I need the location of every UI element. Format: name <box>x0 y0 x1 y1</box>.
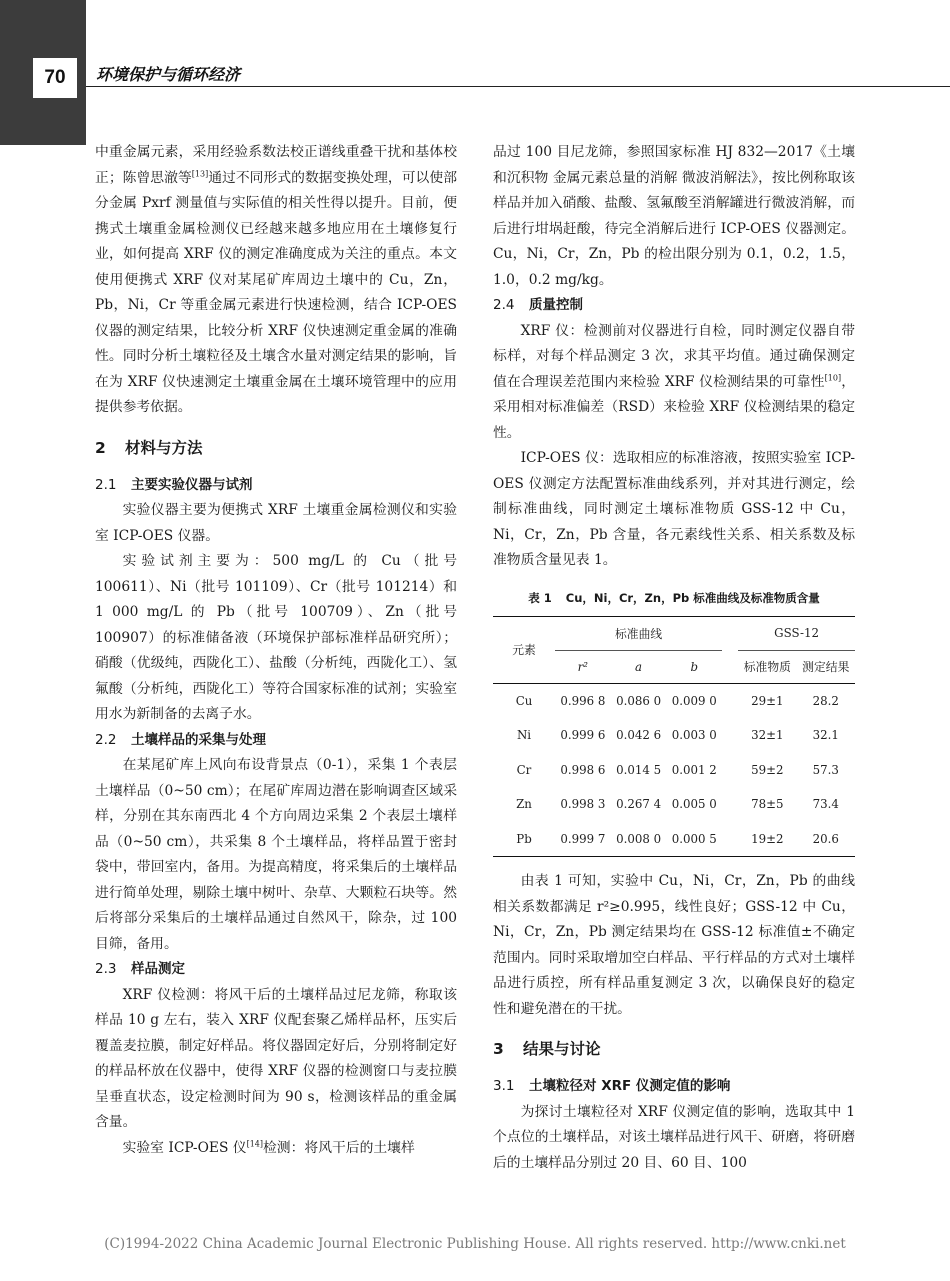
table-row: Pb 0.999 7 0.008 0 0.000 5 19±2 20.6 <box>493 822 855 857</box>
icp-qc-paragraph: ICP-OES 仪：选取相应的标准溶液，按照实验室 ICP-OES 仪测定方法配置标准曲线系列，并对其进行测定，绘制标准曲线，同时测定土壤标准物质 GSS-12 中 Cu，Ni，Cr，Zn，Pb 含量，各元素线性关系、相关系数及标准物质含量见表 1。 <box>493 450 855 568</box>
col-header-a: a <box>635 659 643 674</box>
subsection-2-3-heading: 2.3 样品测定 <box>95 961 185 977</box>
particle-size-paragraph: 为探讨土壤粒径对 XRF 仪测定值的影响，选取其中 1 个点位的土壤样品，对该土壤样品进行风干、研磨，将研磨后的土壤样品分别过 20 目、60 目、100 <box>493 1103 855 1171</box>
subsection-2-4-heading: 2.4 质量控制 <box>493 297 583 313</box>
col-header-b: b <box>690 659 699 674</box>
subsection-2-2-heading: 2.2 土壤样品的采集与处理 <box>95 731 266 748</box>
page-number: 70 <box>33 58 77 98</box>
right-column <box>493 140 855 1176</box>
table-row: Cr 0.998 6 0.014 5 0.001 2 59±2 57.3 <box>516 762 839 777</box>
col-header-element: 元素 <box>512 643 536 657</box>
sampling-paragraph: 在某尾矿库上风向布设背景点（0-1），采集 1 个表层土壤样品（0~50 cm）；在尾矿库周边潜在影响调查区域采样，分别在其东南西北 4 个方向周边采集 2 个表层土壤样品（0~50 cm），共采集 8 个土壤样品，将样品置于密封袋中，带回室内，备用。为提高精度，将采集后的土壤样品进行简单处理，剔除土壤中树叶、杂草、大颗粒石块等。然后将部分采集后的土壤样品通过自然风干，除杂，过 100 目筛，备用。 <box>95 757 457 952</box>
icp-measurement-paragraph: 实验室 ICP-OES 仪[14]检测：将风干后的土壤样 <box>122 1138 415 1156</box>
citation-14: [14] <box>246 1138 264 1148</box>
reagents-paragraph: 实验试剂主要为：500 mg/L 的 Cu（批号 100611）、Ni（批号 101109）、Cr（批号 101214）和 1 000 mg/L 的 Pb（批号 100709）、Zn（批号 100907）的标准储备液（环境保护部标准样品研究所）；硝酸（优级纯，西陇化工）、盐酸（分析纯，西陇化工）、氢氟酸（分析纯，西陇化工）等符合国家标准的试剂；实验室用水为新制备的去离子水。 <box>95 553 457 722</box>
col-header-r2: r² <box>577 659 589 674</box>
table-1-caption: 表 1 Cu，Ni，Cr，Zn，Pb 标准曲线及标准物质含量 <box>528 590 820 605</box>
header-rule <box>86 86 950 87</box>
citation-13: [13] <box>191 168 209 178</box>
subsection-3-1-heading: 3.1 土壤粒径对 XRF 仪测定值的影响 <box>493 1078 731 1094</box>
section-3-heading: 3 结果与讨论 <box>493 1040 601 1058</box>
table-row: Ni 0.999 6 0.042 6 0.003 0 32±1 32.1 <box>516 728 839 743</box>
icp-paragraph-continued: 品过 100 目尼龙筛，参照国家标准 HJ 832—2017《土壤和沉积物 金属元素总量的消解 微波消解法》，按比例称取该样品并加入硝酸、盐酸、氢氟酸至消解罐进行微波消解，而后进行坩埚赶酸，待完全消解后进行 ICP-OES 仪器测定。Cu，Ni，Cr，Zn，Pb 的检出限分别为 0.1，0.2，1.5，1.0，0.2 mg/kg。 <box>493 144 855 288</box>
citation-10: [10] <box>824 372 842 382</box>
section-2-heading: 2 材料与方法 <box>95 438 203 457</box>
xrf-qc-paragraph: XRF 仪：检测前对仪器进行自检，同时测定仪器自带标样，对每个样品测定 3 次，求其平均值。通过确保测定值在合理误差范围内来检验 XRF 仪检测结果的可靠性[10]，采用相对标准偏差（RSD）来检验 XRF 仪检测结果的稳定性。 <box>493 322 856 441</box>
table-discussion-paragraph: 由表 1 可知，实验中 Cu，Ni，Cr，Zn，Pb 的曲线相关系数都满足 r²≥0.995，线性良好；GSS-12 中 Cu，Ni，Cr，Zn，Pb 测定结果均在 GSS-12 标准值±不确定范围内。同时采取增加空白样品、平行样品的方式对土壤样品进行质控，所有样品重复测定 3 次，以确保良好的稳定性和避免潜在的干扰。 <box>493 873 855 1017</box>
col-header-gss12: GSS-12 <box>738 616 855 650</box>
subsection-2-1-heading: 2.1 主要实验仪器与试剂 <box>95 476 253 493</box>
intro-paragraph-continued: 中重金属元素，采用经验系数法校正谱线重叠干扰和基体校正；陈曾思澈等[13]通过不同形式的数据变换处理，可以使部分金属 Pxrf 测量值与实际值的相关性得以提升。目前，便携式土壤重金属检测仪已经越来越多地应用在土壤修复行业，如何提高 XRF 仪的测定准确度成为关注的重点。本文使用便携式 XRF 仪对某尾矿库周边土壤中的 Cu，Zn，Pb，Ni，Cr 等重金属元素进行快速检测，结合 ICP-OES 仪器的测定结果，比较分析 XRF 仪快速测定重金属的准确性。同时分析土壤粒径及土壤含水量对测定结果的影响，旨在为 XRF 仪快速测定土壤重金属在土壤环境管理中的应用提供参考依据。 <box>95 144 458 415</box>
table-1 <box>493 616 855 858</box>
col-header-standard-value: 标准物质 <box>743 660 791 674</box>
table-row: Zn 0.998 3 0.267 4 0.005 0 78±5 73.4 <box>516 797 839 812</box>
col-header-measured: 测定结果 <box>802 660 850 674</box>
copyright-footer: (C)1994-2022 China Academic Journal Electronic Publishing House. All rights reserved. http://www.cnki.net <box>104 1236 846 1252</box>
table-row: Cu 0.996 8 0.086 0 0.009 0 29±1 28.2 <box>515 693 839 708</box>
xrf-measurement-paragraph: XRF 仪检测：将风干后的土壤样品过尼龙筛，称取该样品 10 g 左右，装入 XRF 仪配套聚乙烯样品杯，压实后覆盖麦拉膜，制定好样品。将仪器固定好后，分别将制定好的样品杯放在仪器中，使得 XRF 仪器的检测窗口与麦拉膜呈垂直状态，设定检测时间为 90 s，检测该样品的重金属含量。 <box>95 986 457 1130</box>
col-header-standard-curve: 标准曲线 <box>555 616 722 650</box>
left-column <box>95 140 457 1161</box>
journal-name: 环境保护与循环经济 <box>96 65 241 84</box>
instruments-paragraph: 实验仪器主要为便携式 XRF 土壤重金属检测仪和实验室 ICP-OES 仪器。 <box>95 502 457 544</box>
